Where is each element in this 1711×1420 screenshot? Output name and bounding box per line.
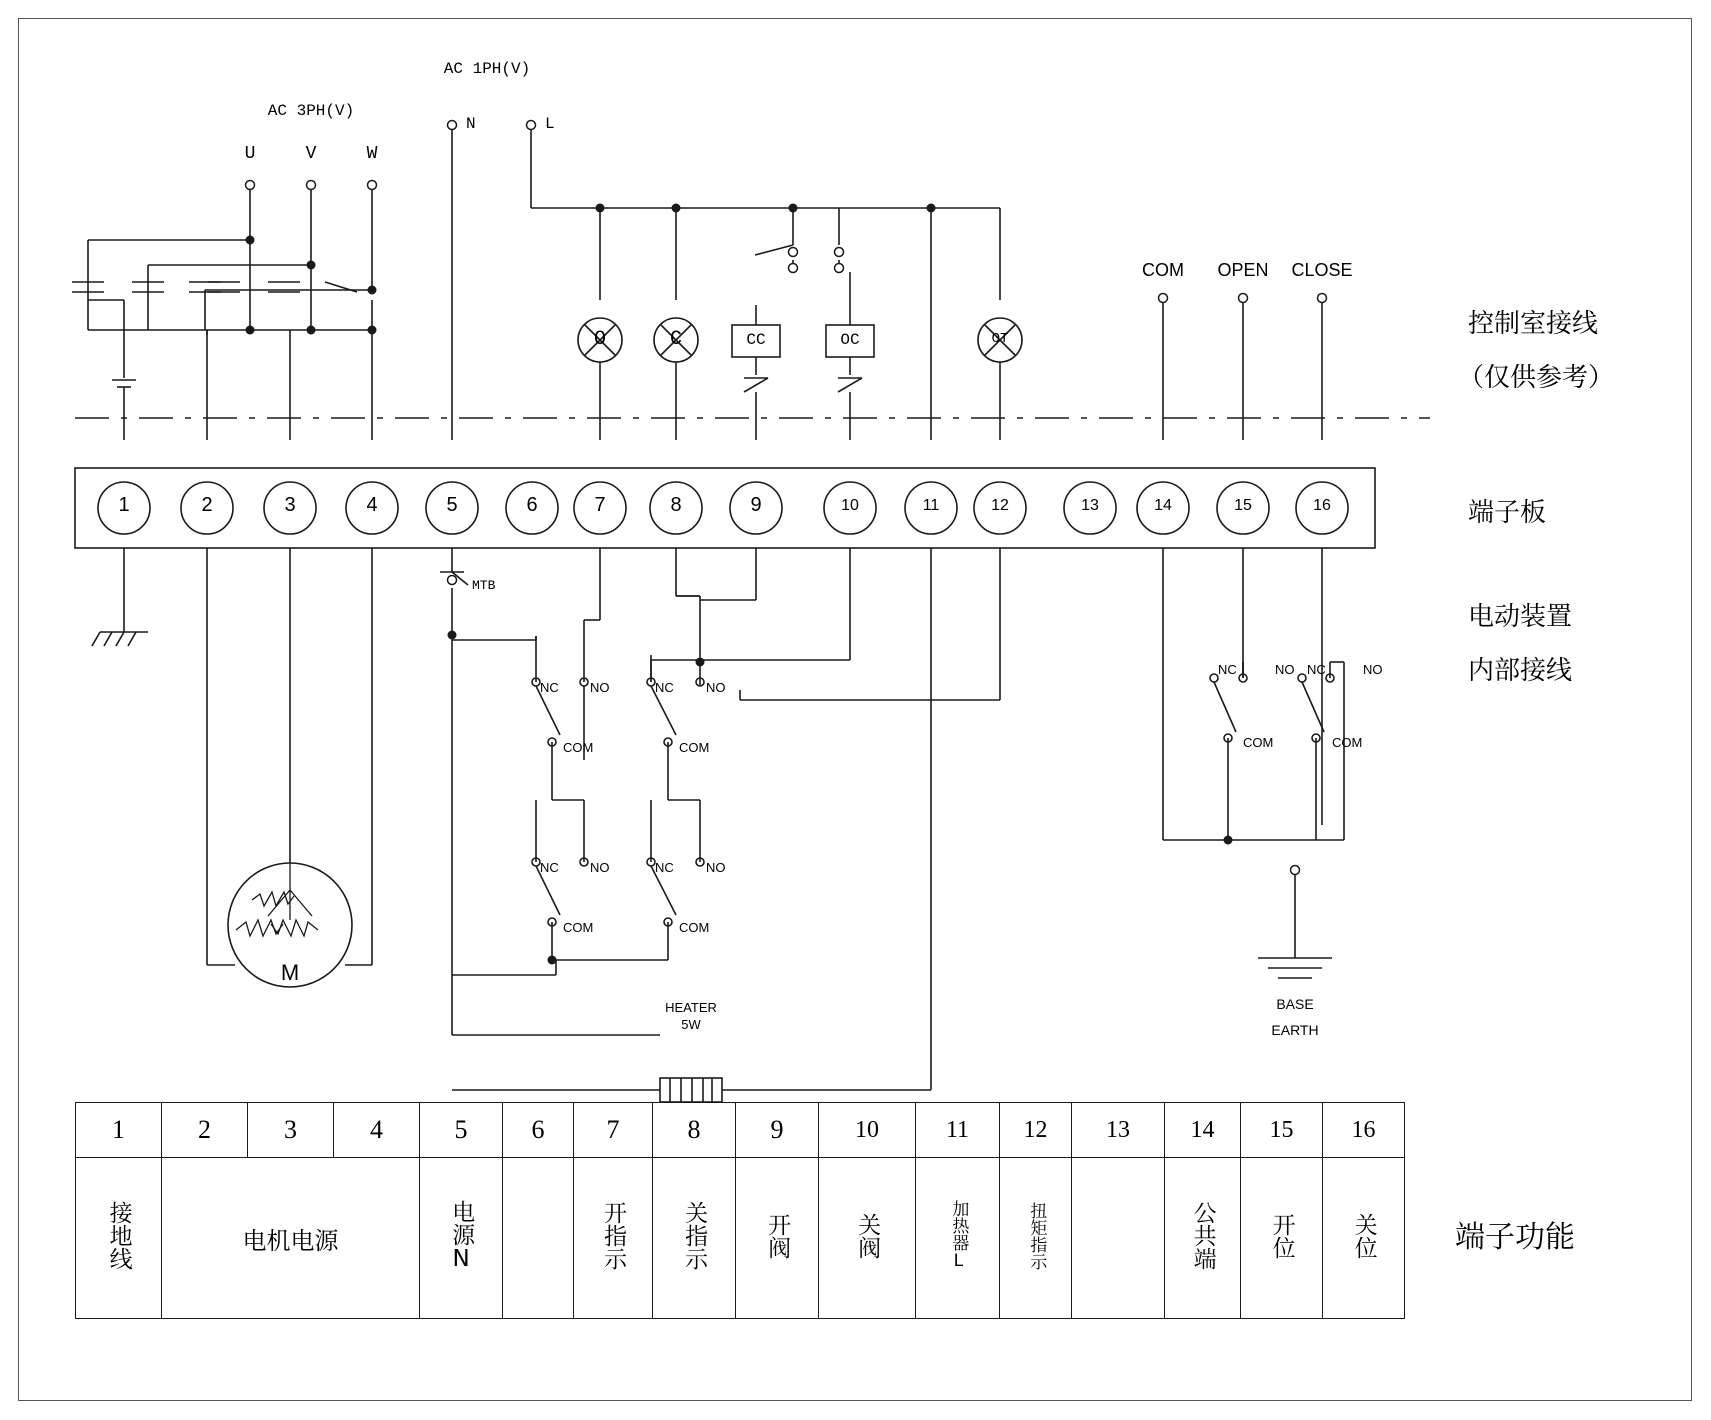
function-number-13: 13	[1072, 1103, 1165, 1158]
function-table-number-row	[76, 1103, 1405, 1158]
no-label-2: NO	[706, 680, 726, 695]
function-cell-text-5: 电源N	[448, 1199, 475, 1272]
remote-close-label: CLOSE	[1291, 260, 1353, 280]
function-cell-text-12: 扭矩指示	[1026, 1201, 1047, 1270]
function-cell-text-15: 开位	[1268, 1212, 1295, 1259]
no-label-3: NO	[590, 860, 610, 875]
close-coil-label: CC	[746, 331, 766, 349]
function-number-12: 12	[1000, 1103, 1072, 1158]
terminal-number-16: 16	[1313, 497, 1331, 514]
function-number-5: 5	[420, 1103, 503, 1158]
nc-label-5: NC	[1218, 662, 1237, 677]
label-neutral: N	[466, 115, 476, 133]
close-lamp-label: C	[669, 328, 683, 351]
remote-open-label: OPEN	[1217, 260, 1269, 280]
torque-lamp-label: OT	[991, 331, 1009, 347]
function-cell-15	[1241, 1158, 1323, 1319]
note-actuator-1: 电动装置	[1468, 602, 1573, 632]
function-number-9: 9	[736, 1103, 819, 1158]
function-cell-9	[736, 1158, 819, 1319]
function-cell-16	[1323, 1158, 1405, 1319]
function-number-11: 11	[916, 1103, 1000, 1158]
function-table	[75, 1102, 1405, 1319]
function-cell-11	[916, 1158, 1000, 1319]
earth-label: EARTH	[1271, 1022, 1319, 1038]
function-number-14: 14	[1165, 1103, 1241, 1158]
motor-label: M	[280, 960, 300, 985]
label-ac-1ph: AC 1PH(V)	[443, 60, 531, 78]
com-label-1: COM	[563, 740, 594, 755]
function-cell-1	[76, 1158, 162, 1319]
nc-label-2: NC	[655, 680, 674, 695]
nc-label-4: NC	[655, 860, 674, 875]
function-cell-5	[420, 1158, 503, 1319]
terminal-number-11: 11	[922, 497, 940, 514]
function-cell-7	[574, 1158, 653, 1319]
terminal-number-1: 1	[118, 494, 130, 516]
com-label-4: COM	[679, 920, 710, 935]
terminal-number-10: 10	[841, 497, 859, 514]
function-cell-text-7: 开指示	[600, 1201, 627, 1270]
terminal-number-15: 15	[1234, 497, 1252, 514]
function-number-8: 8	[653, 1103, 736, 1158]
function-cell-text-1: 接地线	[105, 1201, 132, 1270]
terminal-number-2: 2	[201, 494, 213, 516]
no-label-5: NO	[1275, 662, 1295, 677]
open-lamp-label: O	[593, 328, 607, 351]
nc-label-1: NC	[540, 680, 559, 695]
no-label-4: NO	[706, 860, 726, 875]
function-cell-motor-power: 电机电源	[162, 1158, 420, 1319]
terminal-function-table	[75, 1102, 1405, 1319]
function-number-2: 2	[162, 1103, 248, 1158]
function-cell-text-16: 关位	[1350, 1212, 1377, 1259]
nc-label-3: NC	[540, 860, 559, 875]
function-cell-8	[653, 1158, 736, 1319]
terminal-number-6: 6	[526, 494, 538, 516]
note-terminal-function: 端子功能	[1455, 1220, 1575, 1255]
function-cell-10	[819, 1158, 916, 1319]
function-cell-text-9: 开阀	[764, 1212, 791, 1259]
function-cell-text-10: 关阀	[854, 1212, 881, 1259]
com-label-2: COM	[679, 740, 710, 755]
function-number-7: 7	[574, 1103, 653, 1158]
function-cell-text-8: 关指示	[681, 1201, 708, 1270]
junction-dots	[246, 204, 1233, 965]
remote-com-label: COM	[1142, 260, 1184, 280]
terminal-number-7: 7	[594, 494, 606, 516]
terminal-number-8: 8	[670, 494, 682, 516]
function-cell-6	[503, 1158, 574, 1319]
nc-label-6: NC	[1307, 662, 1326, 677]
terminal-number-5: 5	[446, 494, 458, 516]
function-number-16: 16	[1323, 1103, 1405, 1158]
function-cell-13	[1072, 1158, 1165, 1319]
note-terminal-board: 端子板	[1468, 498, 1547, 528]
function-number-3: 3	[248, 1103, 334, 1158]
mtb-label: MTB	[472, 578, 496, 593]
function-number-10: 10	[819, 1103, 916, 1158]
terminal-number-13: 13	[1081, 497, 1099, 514]
terminal-number-14: 14	[1154, 497, 1172, 514]
no-label-6: NO	[1363, 662, 1383, 677]
function-number-6: 6	[503, 1103, 574, 1158]
heater-watt-label: 5W	[681, 1017, 701, 1032]
com-label-3: COM	[563, 920, 594, 935]
function-cell-12	[1000, 1158, 1072, 1319]
function-cell-14	[1165, 1158, 1241, 1319]
label-ac-3ph: AC 3PH(V)	[267, 102, 355, 120]
note-control-room-2: （仅供参考）	[1458, 363, 1615, 393]
terminal-number-9: 9	[750, 494, 762, 516]
terminal-number-12: 12	[991, 497, 1009, 514]
note-actuator-2: 内部接线	[1468, 656, 1573, 686]
function-cell-text-11: 加热器L	[948, 1200, 969, 1271]
function-table-text-row	[76, 1158, 1405, 1319]
com-label-6: COM	[1332, 735, 1363, 750]
label-phase-u: U	[244, 144, 256, 164]
no-label-1: NO	[590, 680, 610, 695]
function-number-4: 4	[334, 1103, 420, 1158]
heater-label: HEATER	[665, 1000, 717, 1015]
com-label-5: COM	[1243, 735, 1274, 750]
note-control-room-1: 控制室接线	[1468, 309, 1599, 339]
function-cell-text-14: 公共端	[1189, 1201, 1216, 1270]
terminal-number-4: 4	[366, 494, 378, 516]
terminal-number-3: 3	[284, 494, 296, 516]
label-phase-v: V	[305, 144, 317, 164]
label-phase-w: W	[366, 144, 378, 164]
open-coil-label: OC	[840, 331, 860, 349]
function-number-15: 15	[1241, 1103, 1323, 1158]
label-line: L	[545, 115, 555, 133]
base-label: BASE	[1276, 996, 1314, 1012]
function-number-1: 1	[76, 1103, 162, 1158]
